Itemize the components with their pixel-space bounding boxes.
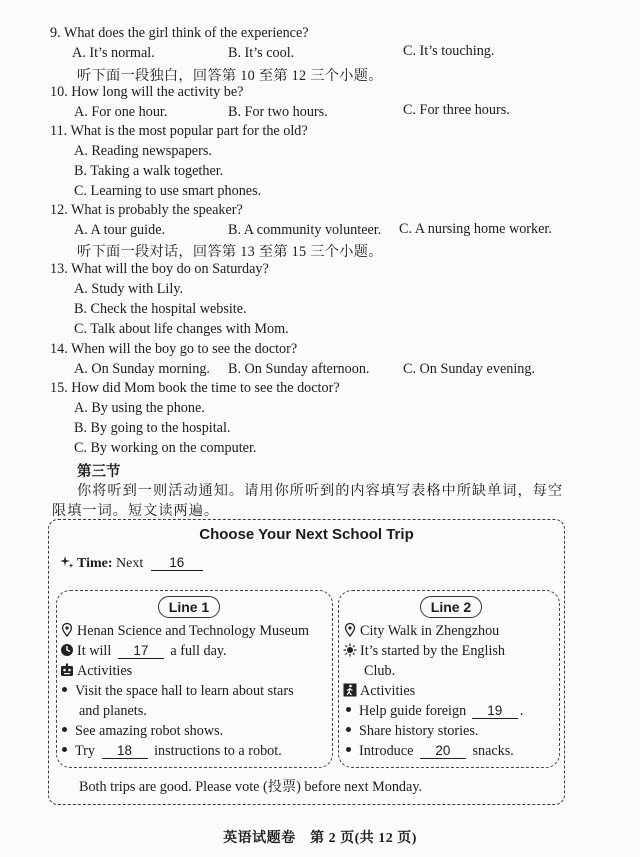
line2-activities-label: Activities xyxy=(360,683,416,699)
question-14-stem: 14. When will the boy go to see the doctor? xyxy=(50,341,298,357)
sun-icon xyxy=(343,643,357,657)
line2-activity-2-text: Share history stories. xyxy=(359,723,479,739)
line2-activity-2 xyxy=(346,723,478,740)
blank-16[interactable]: 16 xyxy=(151,555,203,571)
question-14-option-a: A. On Sunday morning. xyxy=(74,361,210,377)
question-11-stem: 11. What is the most popular part for the old? xyxy=(50,123,308,139)
notice-title: Choose Your Next School Trip xyxy=(199,526,414,543)
line2-activity-3-post: snacks. xyxy=(472,743,514,759)
line1-activities-row xyxy=(60,663,132,680)
line1-will-pre: It will xyxy=(77,643,112,659)
blank-20[interactable]: 20 xyxy=(420,743,466,759)
notice-footer: Both trips are good. Please vote (投票) before next Monday. xyxy=(79,779,423,795)
line2-activity-1 xyxy=(346,703,523,720)
blank-19[interactable]: 19 xyxy=(472,703,518,719)
question-9-option-c: C. It’s touching. xyxy=(403,43,495,59)
line1-activity-1-text-b: and planets. xyxy=(79,703,147,719)
question-11-option-a: A. Reading newspapers. xyxy=(74,143,212,159)
line1-label: Line 1 xyxy=(158,596,220,618)
bullet-icon xyxy=(62,747,67,752)
question-12-stem: 12. What is probably the speaker? xyxy=(50,202,243,218)
section-instructions-line1: 你将听到一则活动通知。请用你所听到的内容填写表格中所缺单词，每空 xyxy=(77,483,564,499)
section-heading: 第三节 xyxy=(77,464,121,480)
question-15-option-c: C. By working on the computer. xyxy=(74,440,257,456)
line2-activity-3 xyxy=(346,743,514,760)
location-pin-icon xyxy=(60,623,74,637)
line1-activity-1-text-a: Visit the space hall to learn about stars xyxy=(75,683,294,699)
time-label: Time: xyxy=(77,556,113,571)
question-9-option-a: A. It’s normal. xyxy=(72,45,155,61)
question-12-option-a: A. A tour guide. xyxy=(74,222,166,238)
line2-activity-3-pre: Introduce xyxy=(359,743,414,759)
question-14-option-c: C. On Sunday evening. xyxy=(403,361,536,377)
line2-activities-row xyxy=(343,683,415,700)
bullet-icon xyxy=(62,727,67,732)
bullet-icon xyxy=(62,687,67,692)
question-15-stem: 15. How did Mom book the time to see the doctor? xyxy=(50,380,340,396)
line2-activity-1-pre: Help guide foreign xyxy=(359,703,467,719)
question-15-option-a: A. By using the phone. xyxy=(74,400,205,416)
bullet-icon xyxy=(346,727,351,732)
line2-activity-1-post: . xyxy=(519,703,524,719)
question-11-option-b: B. Taking a walk together. xyxy=(74,163,224,179)
line1-activity-2-text: See amazing robot shows. xyxy=(75,723,224,739)
question-13-option-b: B. Check the hospital website. xyxy=(74,301,247,317)
time-row xyxy=(60,555,203,572)
question-13-option-c: C. Talk about life changes with Mom. xyxy=(74,321,289,337)
line1-activity-3-pre: Try xyxy=(75,743,95,759)
question-9-stem: 9. What does the girl think of the experience? xyxy=(50,25,309,41)
line1-activities-label: Activities xyxy=(77,663,133,679)
blank-18[interactable]: 18 xyxy=(102,743,148,759)
robot-icon xyxy=(60,663,74,677)
line1-activity-1 xyxy=(62,683,294,700)
walking-person-icon xyxy=(343,683,357,697)
line1-place: Henan Science and Technology Museum xyxy=(77,623,309,639)
line1-activity-3-post: instructions to a robot. xyxy=(154,743,282,759)
page-footer: 英语试题卷 第 2 页(共 12 页) xyxy=(223,831,417,846)
line2-started-a: It’s started by the English xyxy=(360,643,506,659)
question-13-option-a: A. Study with Lily. xyxy=(74,281,184,297)
line2-place-row xyxy=(343,623,499,640)
location-pin-icon xyxy=(343,623,357,637)
question-11-option-c: C. Learning to use smart phones. xyxy=(74,183,262,199)
blank-17[interactable]: 17 xyxy=(118,643,164,659)
line2-place: City Walk in Zhengzhou xyxy=(360,623,500,639)
question-10-stem: 10. How long will the activity be? xyxy=(50,84,244,100)
bullet-icon xyxy=(346,707,351,712)
line1-activity-2 xyxy=(62,723,223,740)
line2-started-row xyxy=(343,643,505,660)
question-12-option-c: C. A nursing home worker. xyxy=(399,221,552,237)
clock-icon xyxy=(60,643,74,657)
line1-will-post: a full day. xyxy=(170,643,227,659)
listening-intro-10-12: 听下面一段独白，回答第 10 至第 12 三个小题。 xyxy=(77,68,383,84)
question-10-option-a: A. For one hour. xyxy=(74,104,168,120)
question-10-option-c: C. For three hours. xyxy=(403,102,510,118)
line2-label: Line 2 xyxy=(420,596,482,618)
question-9-option-b: B. It’s cool. xyxy=(228,45,295,61)
line1-duration-row xyxy=(60,643,227,660)
question-10-option-b: B. For two hours. xyxy=(228,104,328,120)
time-prefix: Next xyxy=(116,556,144,571)
line2-started-b: Club. xyxy=(364,663,396,679)
sparkle-icon xyxy=(60,555,74,569)
line1-place-row xyxy=(60,623,309,640)
question-12-option-b: B. A community volunteer. xyxy=(228,222,382,238)
listening-intro-13-15: 听下面一段对话，回答第 13 至第 15 三个小题。 xyxy=(77,244,383,260)
line1-activity-3 xyxy=(62,743,282,760)
question-13-stem: 13. What will the boy do on Saturday? xyxy=(50,261,269,277)
question-14-option-b: B. On Sunday afternoon. xyxy=(228,361,370,377)
question-15-option-b: B. By going to the hospital. xyxy=(74,420,231,436)
section-instructions-line2: 限填一词。短文读两遍。 xyxy=(52,503,220,519)
bullet-icon xyxy=(346,747,351,752)
